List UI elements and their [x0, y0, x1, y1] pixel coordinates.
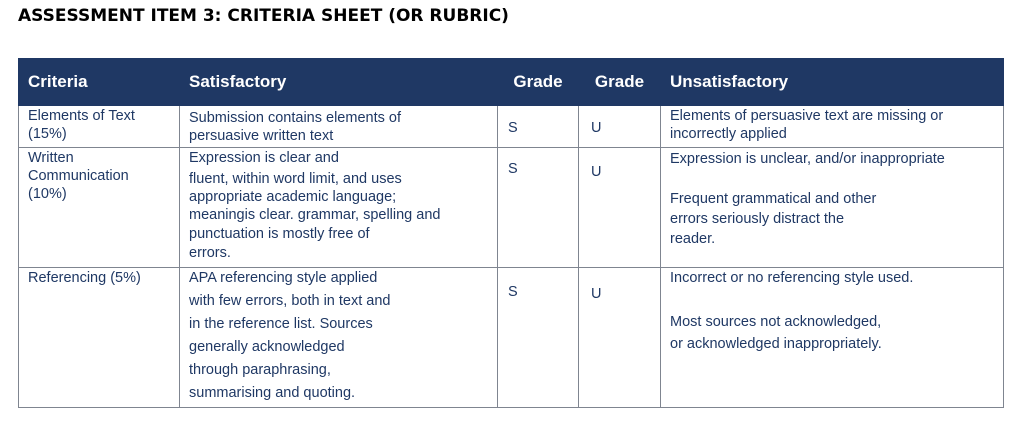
header-grade-s: Grade: [498, 59, 579, 106]
header-unsatisfactory: Unsatisfactory: [661, 59, 1004, 106]
paragraph-gap: [670, 287, 999, 309]
grade-s-cell: [498, 268, 579, 408]
unsatisfactory-line: incorrectly applied: [670, 126, 787, 142]
unsatisfactory-cell: [661, 268, 1004, 408]
grade-u-cell: [579, 148, 661, 268]
unsatisfactory-line: errors seriously distract the: [670, 211, 845, 227]
satisfactory-line: meaningis clear. grammar, spelling and: [189, 207, 441, 223]
unsatisfactory-line: Elements of persuasive text are missing or: [670, 108, 944, 124]
grade-s-cell: [498, 105, 579, 148]
unsatisfactory-line: Frequent grammatical and other: [670, 191, 877, 207]
satisfactory-line: through paraphrasing,: [189, 362, 331, 378]
satisfactory-line: in the reference list. Sources: [189, 316, 373, 332]
satisfactory-line: summarising and quoting.: [189, 385, 356, 401]
unsatisfactory-line: Most sources not acknowledged,: [670, 314, 882, 330]
grade-s-cell: [498, 148, 579, 268]
criteria-line: (15%): [28, 126, 67, 142]
satisfactory-line: Expression is clear and: [189, 150, 339, 166]
criteria-table: [18, 58, 1004, 408]
header-criteria: Criteria: [19, 59, 180, 106]
criteria-line: Communication: [28, 168, 129, 184]
page-title: ASSESSMENT ITEM 3: CRITERIA SHEET (OR RUBRIC): [18, 6, 509, 26]
table-header-row: [19, 59, 1004, 106]
criteria-cell: [19, 148, 180, 268]
satisfactory-line: errors.: [189, 245, 231, 261]
paragraph-gap: [670, 168, 999, 186]
satisfactory-cell: [180, 105, 498, 148]
grade-u-value: U: [591, 286, 602, 302]
criteria-line: Elements of Text: [28, 108, 135, 124]
satisfactory-line: persuasive written text: [189, 128, 334, 144]
criteria-line: (10%): [28, 186, 67, 202]
header-grade-u: Grade: [579, 59, 661, 106]
criteria-cell: [19, 268, 180, 408]
satisfactory-line: appropriate academic language;: [189, 189, 397, 205]
unsatisfactory-line: Expression is unclear, and/or inappropriate: [670, 151, 945, 167]
satisfactory-line: with few errors, both in text and: [189, 293, 391, 309]
satisfactory-cell: [180, 268, 498, 408]
satisfactory-line: punctuation is mostly free of: [189, 226, 370, 242]
header-satisfactory: Satisfactory: [180, 59, 498, 106]
table-row: [19, 148, 1004, 268]
satisfactory-line: fluent, within word limit, and uses: [189, 171, 402, 187]
unsatisfactory-line: or acknowledged inappropriately.: [670, 336, 882, 352]
grade-u-value: U: [591, 120, 602, 136]
criteria-line: Written: [28, 150, 74, 166]
unsatisfactory-cell: [661, 148, 1004, 268]
grade-s-value: S: [508, 161, 518, 177]
satisfactory-line: Submission contains elements of: [189, 110, 401, 126]
table-row: [19, 105, 1004, 148]
unsatisfactory-line: Incorrect or no referencing style used.: [670, 270, 914, 286]
grade-u-value: U: [591, 164, 602, 180]
criteria-line: Referencing (5%): [28, 270, 141, 286]
satisfactory-line: APA referencing style applied: [189, 270, 378, 286]
unsatisfactory-line: reader.: [670, 231, 716, 247]
criteria-cell: [19, 105, 180, 148]
satisfactory-line: generally acknowledged: [189, 339, 345, 355]
grade-s-value: S: [508, 120, 518, 136]
grade-u-cell: [579, 105, 661, 148]
satisfactory-cell: [180, 148, 498, 268]
grade-u-cell: [579, 268, 661, 408]
unsatisfactory-cell: [661, 105, 1004, 148]
grade-s-value: S: [508, 284, 518, 300]
table-row: [19, 268, 1004, 408]
